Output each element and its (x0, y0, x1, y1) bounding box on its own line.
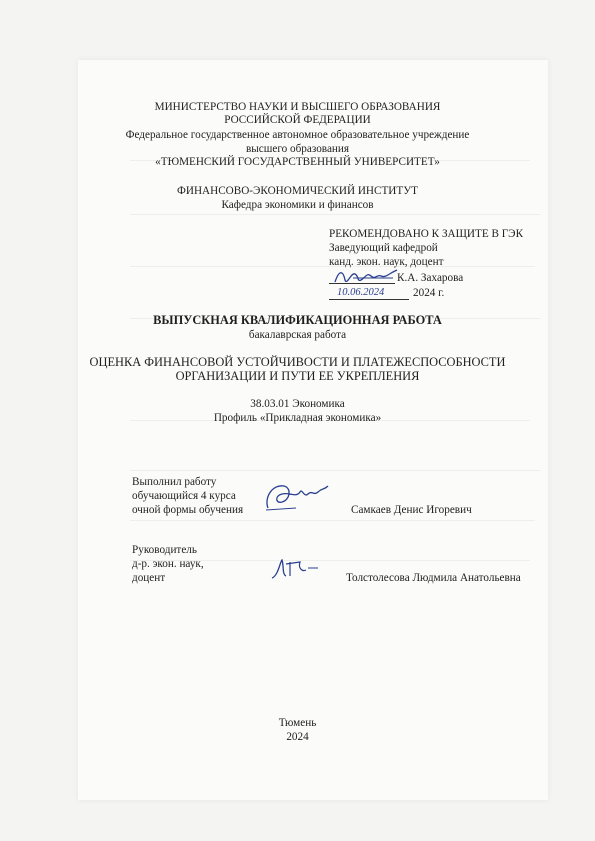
supervisor-name: Толстолесова Людмила Анатольевна (346, 572, 521, 584)
head-position: Заведующий кафедрой (329, 242, 438, 254)
head-degree: канд. экон. наук, доцент (329, 256, 444, 268)
work-title-line-1: ОЦЕНКА ФИНАНСОВОЙ УСТОЙЧИВОСТИ И ПЛАТЕЖЕСПОСОБНОСТИ (89, 355, 506, 369)
bleed-through-line (130, 214, 540, 215)
supervisor-signature (268, 556, 324, 582)
head-signature (333, 266, 405, 288)
supervisor-label-1: Руководитель (132, 544, 197, 556)
supervisor-label-2: д-р. экон. наук, (132, 558, 204, 570)
department-name: Кафедра экономики и финансов (221, 199, 374, 211)
institution-line-2: высшего образования (245, 143, 350, 155)
institution-line-1: Федеральное государственное автономное образовательное учреждение (125, 129, 470, 141)
work-type: ВЫПУСКНАЯ КВАЛИФИКАЦИОННАЯ РАБОТА (153, 313, 442, 327)
approval-date-line (329, 299, 409, 300)
recommended-label: РЕКОМЕНДОВАНО К ЗАЩИТЕ В ГЭК (329, 228, 524, 240)
approval-year: 2024 г. (413, 287, 445, 299)
work-title-line-2: ОРГАНИЗАЦИИ И ПУТИ ЕЕ УКРЕПЛЕНИЯ (175, 369, 420, 383)
head-name: К.А. Захарова (397, 272, 464, 284)
author-signature (262, 478, 332, 516)
footer-year: 2024 (286, 731, 309, 743)
ministry-line-1: МИНИСТЕРСТВО НАУКИ И ВЫСШЕГО ОБРАЗОВАНИЯ (154, 101, 441, 113)
institute-name: ФИНАНСОВО-ЭКОНОМИЧЕСКИЙ ИНСТИТУТ (177, 185, 418, 197)
supervisor-label-3: доцент (132, 572, 166, 584)
work-subtype: бакалаврская работа (248, 329, 347, 341)
bleed-through-line (130, 470, 540, 471)
university-name: «ТЮМЕНСКИЙ ГОСУДАРСТВЕННЫЙ УНИВЕРСИТЕТ» (155, 156, 440, 168)
author-label-1: Выполнил работу (132, 476, 217, 488)
specialty-code: 38.03.01 Экономика (250, 398, 345, 410)
paper-sheet (78, 60, 548, 800)
footer-city: Тюмень (278, 717, 317, 729)
bleed-through-line (130, 520, 535, 521)
author-label-2: обучающийся 4 курса (132, 490, 236, 502)
approval-date-handwritten: 10.06.2024 (337, 287, 385, 298)
author-label-3: очной формы обучения (132, 504, 244, 516)
specialty-profile: Профиль «Прикладная экономика» (213, 412, 382, 424)
ministry-line-2: РОССИЙСКОЙ ФЕДЕРАЦИИ (224, 114, 371, 126)
author-name: Самкаев Денис Игоревич (351, 504, 472, 516)
